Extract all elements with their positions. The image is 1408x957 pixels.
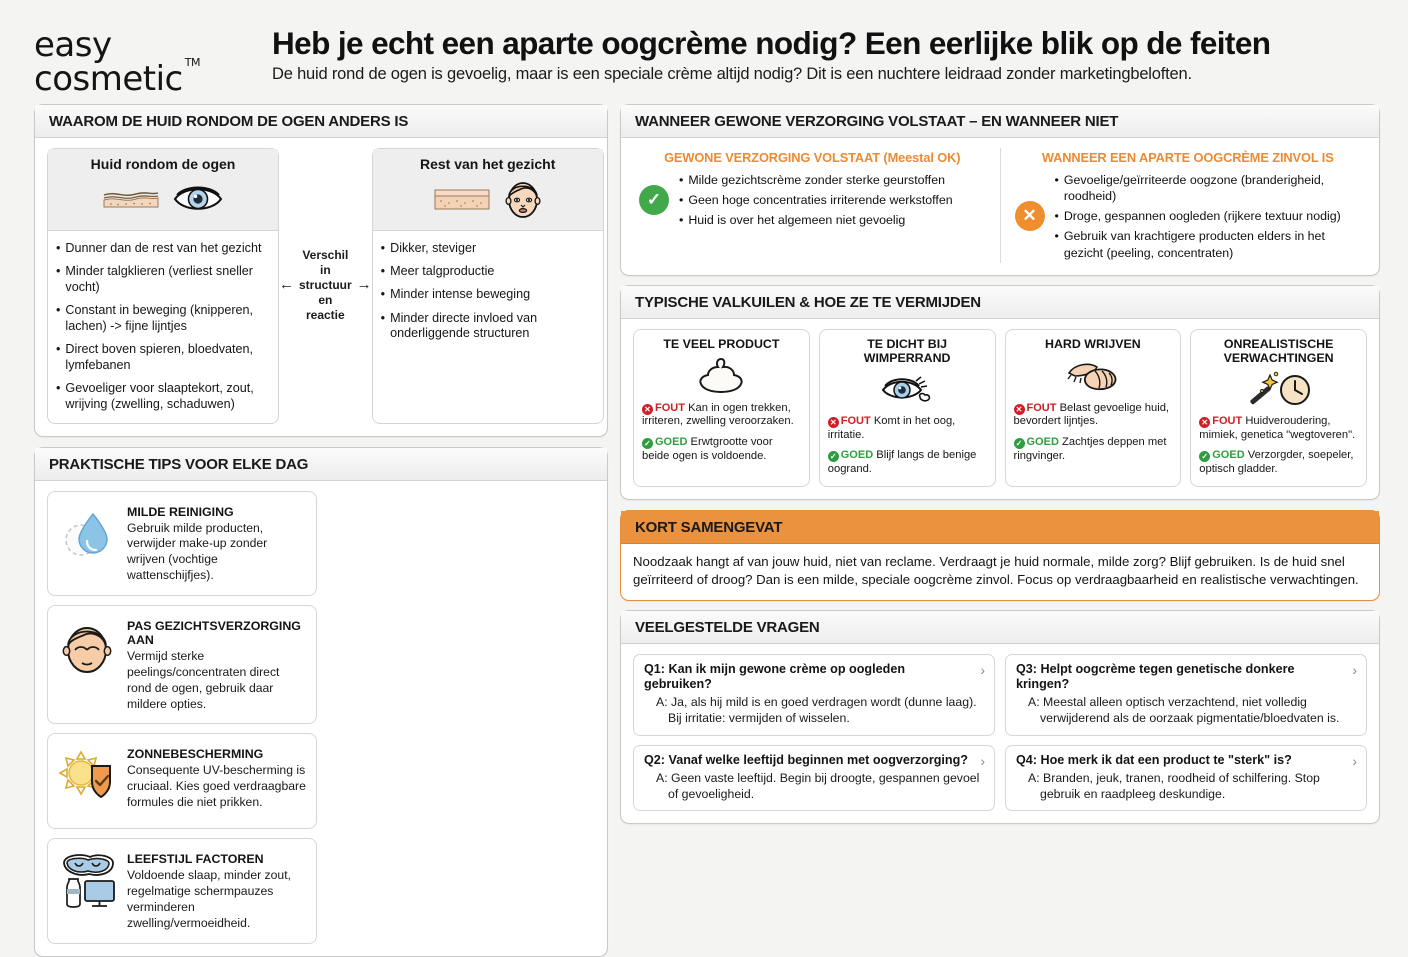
thin-skin-layers-icon xyxy=(102,186,160,212)
card-face-skin xyxy=(372,148,604,424)
panel-faq xyxy=(620,610,1380,824)
column-ok xyxy=(633,148,1001,263)
page-subtitle: De huid rond de ogen is gevoelig, maar is een speciale crème altijd nodig? Dit is een nuchtere leidraad zonder marketingbeloften. xyxy=(272,65,1192,84)
page-header xyxy=(0,0,1408,104)
rubbing-hand-icon xyxy=(1014,355,1173,397)
check-mini-icon: ✓ xyxy=(1014,438,1025,449)
faq-question: Q2: Vanaf welke leeftijd beginnen met oogverzorging? xyxy=(644,752,968,767)
chevron-right-icon[interactable]: › xyxy=(980,662,985,679)
pitfall-wrong: ✕ FOUT Komt in het oog, irritatie. xyxy=(827,415,956,441)
list-item: • Gevoelige/geïrriteerde oogzone (branderigheid, roodheid) xyxy=(1054,173,1325,204)
tip-title: MILDE REINIGING xyxy=(127,504,234,519)
faq-column-right xyxy=(1005,654,1367,811)
list-item: • Dikker, steviger xyxy=(380,241,477,255)
sun-shield-icon xyxy=(56,745,118,807)
faq-question: Q1: Kan ik mijn gewone crème op oogleden gebruiken? xyxy=(644,662,906,692)
eye-lashline-icon xyxy=(828,368,987,410)
panel-tips-title: PRAKTISCHE TIPS VOOR ELKE DAG xyxy=(35,448,607,481)
faq-item-q4[interactable] xyxy=(1005,745,1367,812)
tip-body: Gebruik milde producten, verwijder make-up zonder wrijven (vochtige wattenschijfjes). xyxy=(127,520,268,583)
faq-question: Q4: Hoe merk ik dat een product te "sterk" is? xyxy=(1016,752,1292,767)
cream-dollop-icon xyxy=(642,355,801,397)
arrow-left-icon: ← xyxy=(279,276,294,294)
list-item: • Geen hoge concentraties irriterende werkstoffen xyxy=(679,193,953,208)
column-ok-heading: GEWONE VERZORGING VOLSTAAT (Meestal OK) xyxy=(664,150,961,165)
panel-summary xyxy=(620,510,1380,601)
panel-practical-tips xyxy=(34,447,608,957)
check-mini-icon: ✓ xyxy=(828,451,839,462)
face-skin-list xyxy=(373,231,603,352)
tip-body: Vermijd sterke peelings/concentraten direct rond de ogen, gebruik daar mildere opties. xyxy=(127,649,280,711)
arrow-right-icon: → xyxy=(356,276,372,294)
list-item: • Droge, gespannen oogleden (rijkere textuur nodig) xyxy=(1054,209,1341,224)
list-item: • Minder directe invloed van onderliggende structuren xyxy=(380,310,538,341)
pitfall-wrong: ✕ FOUT Kan in ogen trekken, irriteren, zwelling veroorzaken. xyxy=(642,401,794,428)
tip-card-sun-protection xyxy=(47,733,317,829)
content-columns xyxy=(0,104,1408,957)
chevron-right-icon[interactable]: › xyxy=(1352,662,1357,679)
pitfall-wrong: ✕ FOUT Huidveroudering, mimiek, genetica "wegtoveren". xyxy=(1199,415,1356,441)
sleep-mask-screen-icon xyxy=(56,850,118,912)
panel-faq-title: VEELGESTELDE VRAGEN xyxy=(621,611,1379,644)
water-drop-cotton-pad-icon xyxy=(56,503,118,565)
panel-when-title: WANNEER GEWONE VERZORGING VOLSTAAT – EN WANNEER NIET xyxy=(621,105,1379,138)
panel-pitfalls xyxy=(620,285,1380,500)
list-item: • Constant in beweging (knipperen, lachen) -> fijne lijntjes xyxy=(56,303,254,333)
header-text xyxy=(272,22,1378,84)
ok-list xyxy=(679,172,953,228)
list-item: • Dunner dan de rest van het gezicht xyxy=(56,241,262,255)
face-care-icon xyxy=(56,617,118,679)
pitfall-wrong: ✕ FOUT Belast gevoelige huid, bevordert lijntjes. xyxy=(1013,401,1170,428)
faq-item-q1[interactable] xyxy=(633,654,995,736)
difference-connector xyxy=(279,148,372,424)
pitfall-title: TE DICHT BIJ WIMPERRAND xyxy=(863,336,951,365)
pitfall-good: ✓ GOED Blijf langs de benige oogrand. xyxy=(827,449,977,476)
face-icon xyxy=(503,177,543,221)
tip-title: PAS GEZICHTSVERZORGING AAN xyxy=(127,619,301,648)
list-item: • Gevoeliger voor slaaptekort, zout, wrijving (zwelling, schaduwen) xyxy=(56,381,254,411)
check-circle-icon: ✓ xyxy=(639,185,669,215)
faq-item-q2[interactable] xyxy=(633,745,995,812)
tip-card-cleansing xyxy=(47,491,317,596)
eye-skin-list xyxy=(48,231,278,423)
brand-logo xyxy=(34,22,246,99)
pitfall-title: TE VEEL PRODUCT xyxy=(663,336,780,351)
list-item: • Milde gezichtscrème zonder sterke geurstoffen xyxy=(679,173,946,187)
panel-skin-title: WAAROM DE HUID RONDOM DE OGEN ANDERS IS xyxy=(35,105,607,138)
panel-summary-title: KORT SAMENGEVAT xyxy=(621,511,1379,544)
connector-line3: en reactie xyxy=(305,293,345,323)
tip-body: Consequente UV-bescherming is cruciaal. Kies goed verdraagbare formules die niet prikken. xyxy=(127,763,306,810)
magic-wand-clock-icon xyxy=(1199,368,1358,410)
faq-answer: A: Geen vaste leeftijd. Begin bij droogte, gespannen gevoel of gevoeligheid. xyxy=(656,771,980,801)
panel-pitfalls-title: TYPISCHE VALKUILEN & HOE ZE TE VERMIJDEN xyxy=(621,286,1379,319)
pitfall-card-lash-line xyxy=(819,329,996,487)
pitfall-card-too-much-product xyxy=(633,329,810,487)
faq-item-q3[interactable] xyxy=(1005,654,1367,736)
chevron-right-icon[interactable]: › xyxy=(1352,752,1357,769)
card-eye-skin-title: Huid rondom de ogen xyxy=(90,156,236,172)
check-mini-icon: ✓ xyxy=(642,438,653,449)
faq-column-left xyxy=(633,654,995,811)
pitfall-good: ✓ GOED Verzorgder, soepeler, optisch gladder. xyxy=(1199,449,1354,476)
thick-skin-layers-icon xyxy=(433,184,491,214)
x-circle-icon: ✕ xyxy=(1015,201,1045,231)
x-mini-icon: ✕ xyxy=(828,417,839,428)
brand-logo-line1: easy xyxy=(34,25,112,65)
card-eye-skin xyxy=(47,148,279,424)
check-mini-icon: ✓ xyxy=(1199,451,1210,462)
not-ok-list xyxy=(1055,172,1362,261)
brand-logo-line2: cosmetic ™ xyxy=(34,55,200,99)
panel-summary-body: Noodzaak hangt af van jouw huid, niet van reclame. Verdraagt je huid normale, milde zorg? Blijf gebruiken. Is de huid snel geïrriteerd of droog? Dan is een milde, speciale oogcrème zinvol. Focus op verdraagbaarheid en realistische verwachtingen. xyxy=(633,553,1359,587)
connector-line1: Verschil in xyxy=(302,248,349,278)
list-item: • Minder talgklieren (verliest sneller vocht) xyxy=(56,264,253,294)
chevron-right-icon[interactable]: › xyxy=(980,752,985,769)
tip-card-lifestyle xyxy=(47,838,317,943)
pitfall-card-rubbing xyxy=(1005,329,1182,487)
faq-answer: A: Branden, jeuk, tranen, roodheid of schilfering. Stop gebruik en raadpleeg deskundige. xyxy=(1028,771,1320,801)
connector-line2: structuur xyxy=(299,278,352,293)
pitfall-good: ✓ GOED Erwtgrootte voor beide ogen is voldoende. xyxy=(642,435,773,462)
panel-when-regular-care xyxy=(620,104,1380,276)
column-not-ok-heading: WANNEER EEN APARTE OOGCRÈME ZINVOL IS xyxy=(1041,150,1334,165)
x-mini-icon: ✕ xyxy=(642,404,653,415)
list-item: • Gebruik van krachtigere producten elders in het gezicht (peeling, concentraten) xyxy=(1054,229,1325,260)
faq-question: Q3: Helpt oogcrème tegen genetische donkere kringen? xyxy=(1016,662,1295,692)
list-item: • Direct boven spieren, bloedvaten, lymfebanen xyxy=(56,342,254,372)
x-mini-icon: ✕ xyxy=(1199,417,1210,428)
column-not-ok xyxy=(1001,148,1368,263)
panel-skin-difference xyxy=(34,104,608,437)
trademark-symbol: TM xyxy=(184,55,200,69)
pitfall-good: ✓ GOED Zachtjes deppen met ringvinger. xyxy=(1013,435,1167,462)
list-item: • Meer talgproductie xyxy=(380,264,495,279)
faq-answer: A: Meestal alleen optisch verzachtend, niet volledig verwijderend als de oorzaak pigmentatie/bloedvaten is. xyxy=(1028,695,1340,726)
card-face-skin-title: Rest van het gezicht xyxy=(419,156,556,172)
right-column xyxy=(620,104,1380,824)
left-column xyxy=(34,104,608,957)
list-item: • Minder intense beweging xyxy=(380,287,531,302)
page-title: Heb je echt een aparte oogcrème nodig? Een eerlijke blik op de feiten xyxy=(272,25,1271,61)
list-item: • Huid is over het algemeen niet gevoelig xyxy=(679,213,906,228)
tip-title: ZONNEBESCHERMING xyxy=(127,747,264,762)
tip-title: LEEFSTIJL FACTOREN xyxy=(127,852,264,867)
eye-icon xyxy=(172,182,224,216)
tip-card-face-care xyxy=(47,605,317,724)
pitfall-card-unrealistic xyxy=(1190,329,1367,487)
x-mini-icon: ✕ xyxy=(1014,404,1025,415)
pitfall-title: ONREALISTISCHE VERWACHTINGEN xyxy=(1223,336,1334,365)
faq-answer: A: Ja, als hij mild is en goed verdragen wordt (dunne laag). Bij irritatie: vermijden of wisselen. xyxy=(656,695,977,726)
tip-body: Voldoende slaap, minder zout, regelmatige schermpauzes verminderen zwelling/vermoeidheid. xyxy=(127,868,291,931)
pitfall-title: HARD WRIJVEN xyxy=(1045,336,1141,351)
